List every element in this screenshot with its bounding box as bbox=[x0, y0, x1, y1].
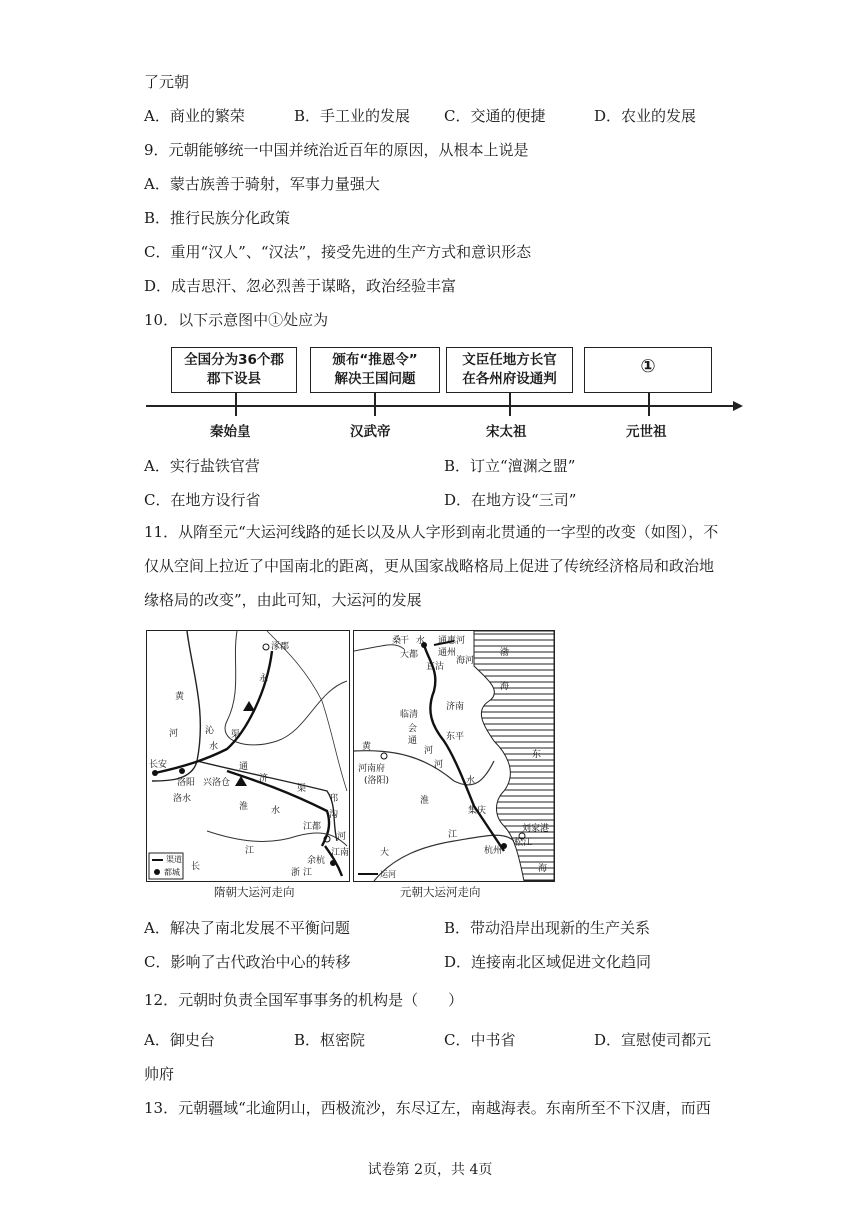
timeline-box-blank: ① bbox=[584, 347, 712, 393]
q9-option-a: A．蒙古族善于骑射，军事力量强大 bbox=[144, 175, 380, 193]
map-label: 永 bbox=[259, 674, 269, 684]
arrow-head-icon bbox=[733, 400, 745, 412]
timeline-box-qin: 全国分为36个郡 郡下设县 bbox=[171, 347, 297, 393]
map-label: 浙 bbox=[291, 868, 301, 878]
q11-option-c: C．影响了古代政治中心的转移 bbox=[144, 953, 351, 971]
map-label: 黄 bbox=[175, 692, 185, 702]
map-label: 河南府 bbox=[358, 764, 386, 774]
map-label: 沁 bbox=[205, 726, 215, 736]
map-label: 东平 bbox=[446, 732, 465, 742]
map-label: 河 bbox=[337, 832, 347, 842]
map-label: 长安 bbox=[149, 760, 168, 770]
map-label: 刘家港 bbox=[522, 824, 550, 834]
q9-option-d: D．成吉思汗、忽必烈善于谋略，政治经验丰富 bbox=[144, 277, 457, 295]
q11-option-d: D．连接南北区域促进文化趋同 bbox=[444, 953, 652, 971]
map-label: 海 bbox=[500, 682, 510, 692]
map-label: 临清 bbox=[400, 710, 419, 720]
map-label: 水 bbox=[271, 806, 281, 816]
map-label: 邗 bbox=[329, 794, 339, 804]
map-label: 长 bbox=[191, 862, 201, 872]
map-label: 渠 bbox=[231, 730, 241, 740]
map-label: 通惠河 bbox=[438, 636, 466, 646]
timeline-box-han: 颁布“推恩令” 解决王国问题 bbox=[310, 347, 440, 393]
map-label: 余杭 bbox=[307, 856, 326, 866]
q10-option-d: D．在地方设“三司” bbox=[444, 491, 577, 509]
q11-stem-line1: 11．从隋至元“大运河线路的延长以及从人字形到南北贯通的一字型的改变（如图），不 bbox=[144, 523, 719, 541]
map-label: 水 bbox=[466, 776, 476, 786]
q12-option-d-wrap: 帅府 bbox=[144, 1065, 175, 1083]
map-label: 杭州 bbox=[484, 846, 503, 856]
q10-stem: 10．以下示意图中①处应为 bbox=[144, 311, 329, 329]
map-label: 海 bbox=[538, 864, 548, 874]
map-label: 直沽 bbox=[426, 662, 445, 672]
q11-option-b: B．带动沿岸出现新的生产关系 bbox=[444, 919, 651, 937]
emperor-label: 元世祖 bbox=[626, 424, 667, 440]
q8-option-b: B．手工业的发展 bbox=[294, 107, 411, 125]
map-label: 河 bbox=[169, 729, 179, 739]
map-label: 济 bbox=[259, 774, 269, 784]
map-label: 桑 bbox=[392, 636, 402, 646]
map-label: 黄 bbox=[362, 742, 372, 752]
map-label: 渤 bbox=[500, 648, 510, 658]
map-label: 江 bbox=[245, 846, 255, 856]
q9-stem: 9．元朝能够统一中国并统治近百年的原因，从根本上说是 bbox=[144, 141, 529, 159]
map-label: 江南 bbox=[331, 848, 350, 858]
map-label: 会 bbox=[408, 724, 418, 734]
map-label: 淮 bbox=[239, 802, 249, 812]
sui-map-caption: 隋朝大运河走向 bbox=[214, 885, 295, 899]
timeline-tick bbox=[235, 393, 237, 416]
yuan-canal-map bbox=[353, 630, 555, 882]
timeline-tick bbox=[648, 393, 650, 416]
map-label: 松江 bbox=[514, 838, 533, 848]
emperor-label: 宋太祖 bbox=[486, 424, 527, 440]
map-label: 兴洛仓 bbox=[203, 778, 231, 788]
page-footer: 试卷第 2页，共 4页 bbox=[367, 1162, 493, 1178]
q8-stem-tail: 了元朝 bbox=[144, 73, 190, 91]
q11-stem-line3: 缘格局的改变”，由此可知，大运河的发展 bbox=[144, 591, 422, 609]
q10-option-c: C．在地方设行省 bbox=[144, 491, 261, 509]
legend-label: 渠道 bbox=[166, 855, 182, 864]
map-label: 涿郡 bbox=[271, 642, 290, 652]
map-label: (洛阳) bbox=[364, 776, 390, 786]
q11-stem-line2: 仅从空间上拉近了中国南北的距离，更从国家战略格局上促进了传统经济格局和政治地 bbox=[144, 557, 715, 575]
map-label: 沟 bbox=[329, 810, 339, 820]
map-label: 海河 bbox=[456, 656, 475, 666]
sui-canal-map bbox=[146, 630, 350, 882]
q12-option-a: A．御史台 bbox=[144, 1031, 215, 1049]
q8-option-c: C．交通的便捷 bbox=[444, 107, 546, 125]
map-label: 通州 bbox=[438, 648, 457, 658]
map-label: 河 bbox=[424, 746, 434, 756]
q11-option-a: A．解决了南北发展不平衡问题 bbox=[144, 919, 350, 937]
q8-option-d: D．农业的发展 bbox=[594, 107, 697, 125]
map-label: 干 bbox=[400, 636, 410, 646]
map-label: 江 bbox=[448, 830, 458, 840]
map-label: 水 bbox=[209, 742, 219, 752]
map-label: 水 bbox=[416, 636, 426, 646]
q8-option-a: A．商业的繁荣 bbox=[144, 107, 245, 125]
map-label: 通 bbox=[408, 736, 418, 746]
q12-option-b: B．枢密院 bbox=[294, 1031, 366, 1049]
map-label: 集庆 bbox=[468, 806, 487, 816]
legend-label: 运河 bbox=[380, 870, 396, 879]
yuan-map-caption: 元朝大运河走向 bbox=[400, 885, 481, 899]
map-label: 河 bbox=[434, 760, 444, 770]
q9-option-b: B．推行民族分化政策 bbox=[144, 209, 291, 227]
map-label: 大都 bbox=[400, 650, 419, 660]
map-label: 淮 bbox=[420, 796, 430, 806]
legend-label: 都城 bbox=[164, 868, 180, 877]
q12-option-d: D．宣慰使司都元 bbox=[594, 1031, 712, 1049]
q13-stem-line1: 13．元朝疆域“北逾阴山，西极流沙，东尽辽左，南越海表。东南所至不下汉唐，而西 bbox=[144, 1099, 711, 1117]
timeline-box-song: 文臣任地方长官 在各州府设通判 bbox=[446, 347, 573, 393]
map-label: 洛水 bbox=[173, 794, 192, 804]
map-label: 通 bbox=[239, 762, 249, 772]
map-label: 洛阳 bbox=[177, 778, 196, 788]
map-label: 济南 bbox=[446, 702, 465, 712]
map-label: 江都 bbox=[303, 822, 322, 832]
q10-option-a: A．实行盐铁官营 bbox=[144, 457, 260, 475]
map-label: 大 bbox=[380, 848, 390, 858]
map-label: 东 bbox=[532, 750, 542, 760]
emperor-label: 秦始皇 bbox=[210, 424, 251, 440]
q10-option-b: B．订立“澶渊之盟” bbox=[444, 457, 576, 475]
q9-option-c: C．重用“汉人”、“汉法”，接受先进的生产方式和意识形态 bbox=[144, 243, 532, 261]
q12-option-c: C．中书省 bbox=[444, 1031, 516, 1049]
timeline-tick bbox=[374, 393, 376, 416]
map-label: 江 bbox=[303, 868, 313, 878]
q12-stem: 12．元朝时负责全国军事事务的机构是（ ） bbox=[144, 991, 464, 1009]
map-label: 渠 bbox=[297, 784, 307, 794]
timeline-tick bbox=[509, 393, 511, 416]
emperor-label: 汉武帝 bbox=[350, 424, 391, 440]
